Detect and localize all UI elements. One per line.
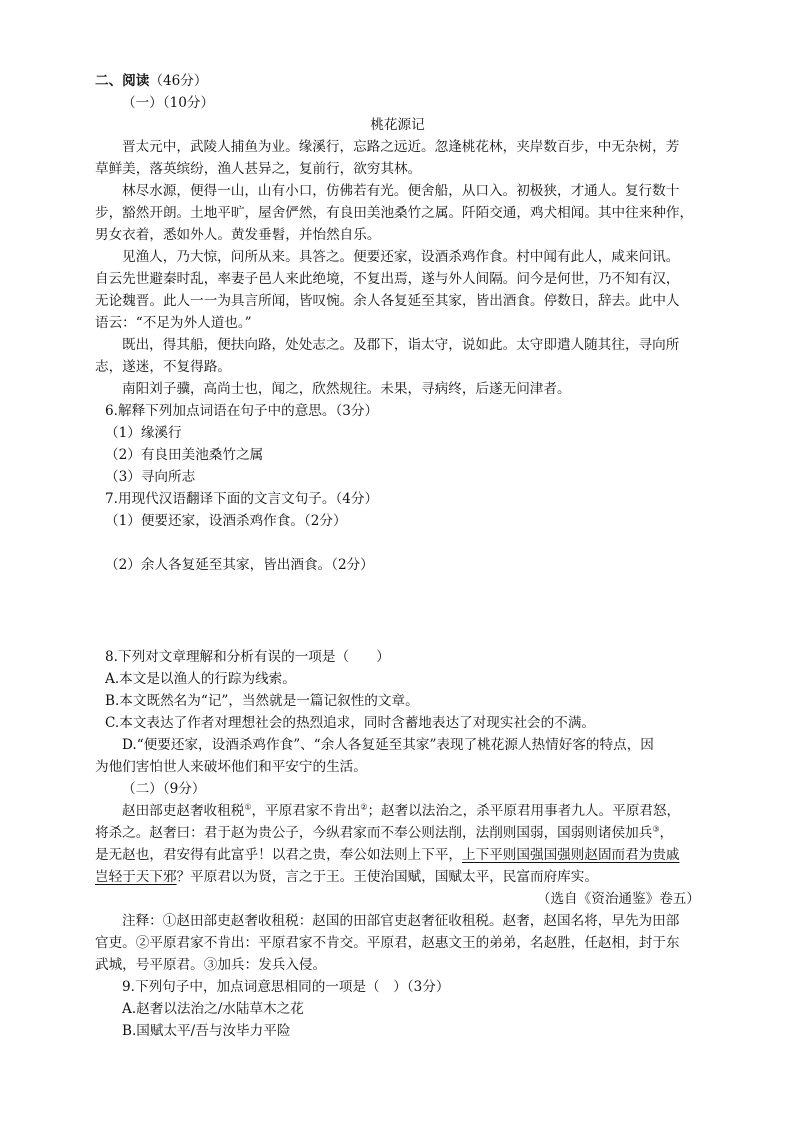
passage2-text: ，平原君家不肯出 (251, 803, 361, 819)
question-8-option-a: A.本文是以渔人的行踪为线索。 (105, 671, 296, 687)
passage2-text: ， (659, 825, 674, 841)
passage-line: 南阳刘子骥，高尚士也，闻之，欣然规往。未果，寻病终，后遂无问津者。 (122, 381, 571, 397)
annotation-line: 武城，号平原君。③加兵：发兵入侵。 (95, 957, 327, 973)
passage-line: 既出，得其船，便扶向路，处处志之。及郡下，诣太守，说如此。太守即遣人随其往，寻向所 (122, 337, 680, 353)
passage-line: 语云：“不足为外人道也。” (95, 315, 252, 331)
passage-line: 晋太元中，武陵人捕鱼为业。缘溪行，忘路之远近。忽逢桃花林，夹岸数百步，中无杂树，芳 (122, 139, 680, 155)
question-8-option-d-cont: 为他们害怕世人来破坏他们和平安宁的生活。 (95, 759, 367, 775)
passage2-text: 将杀之。赵奢曰：君于赵为贵公子，今纵君家而不奉公则法削，法削则国弱，国弱则诸侯加兵 (95, 825, 653, 841)
passage-line: 林尽水源，便得一山，山有小口，仿佛若有光。便舍船，从口入。初极狭，才通人。复行数十 (122, 183, 680, 199)
answer-space (95, 576, 700, 646)
passage2-line (95, 866, 700, 888)
question-9-stem: 9.下列句子中，加点词意思相同的一项是（ ）（3分） (122, 979, 450, 995)
underlined-sentence: 上下平则国强国强则赵固而君为贵戚 (462, 847, 680, 863)
annotation-line: 注释：①赵田部吏赵奢收租税：赵国的田部官吏赵奢征收租税。赵奢，赵国名将，早先为田部 (122, 913, 680, 929)
answer-space (95, 532, 700, 554)
passage2-text: 赵田部吏赵奢收租税 (122, 803, 245, 819)
passage2-source: （选自《资治通鉴》卷五） (536, 891, 700, 907)
question-8-option-c: C.本文表达了作者对理想社会的热烈追求，同时含蓄地表达了对现实社会的不满。 (105, 715, 596, 731)
exam-page (95, 70, 700, 1042)
passage2-text: ；赵奢以法治之，杀平原君用事者九人。平原君怒， (367, 803, 681, 819)
passage2-text: 是无赵也，君安得有此富乎！以君之贵，奉公如法则上下平， (95, 847, 463, 863)
question-6-item: （1）缘溪行 (105, 425, 182, 441)
question-8-stem: 8.下列对文章理解和分析有误的一项是（ ） (105, 649, 390, 665)
footnote-marker: ① (244, 802, 252, 812)
question-8-option-b: B.本文既然名为“记”，当然就是一篇记叙性的文章。 (105, 693, 419, 709)
passage2-text: ？平原君以为贤，言之于王。王使治国赋，国赋太平，民富而府库实。 (176, 869, 598, 885)
annotation-line: 官吏。②平原君家不肯出：平原君家不肯交。平原君，赵惠文王的弟弟，名赵胜，任赵相，封于东 (95, 935, 680, 951)
passage-title: 桃花源记 (370, 117, 425, 133)
question-6-item: （2）有良田美池桑竹之属 (105, 447, 264, 463)
passage-line: 见渔人，乃大惊，问所从来。具答之。便要还家，设酒杀鸡作食。村中闻有此人，咸来问讯。 (122, 249, 680, 265)
passage-line: 无论魏晋。此人一一为具言所闻，皆叹惋。余人各复延至其家，皆出酒食。停数日，辞去。此中人 (95, 293, 680, 309)
passage-line: 步，豁然开朗。土地平旷，屋舍俨然，有良田美池桑竹之属。阡陌交通，鸡犬相闻。其中往来种作， (95, 205, 694, 221)
passage-line: 草鲜美，落英缤纷，渔人甚异之，复前行，欲穷其林。 (95, 161, 422, 177)
section-heading (95, 70, 700, 92)
passage-line: 男女衣着，悉如外人。黄发垂髫，并怡然自乐。 (95, 227, 381, 243)
question-9-option-a: A.赵奢以法治之/水陆草木之花 (122, 1001, 304, 1017)
question-9-option-b: B.国赋太平/吾与汝毕力平险 (122, 1023, 291, 1039)
question-8-option-d: D.“便要还家，设酒杀鸡作食”、“余人各复延至其家”表现了桃花源人热情好客的特点，因 (122, 737, 654, 753)
part2-label: （二）（9分） (122, 781, 206, 797)
footnote-marker: ② (360, 802, 368, 812)
footnote-marker: ③ (652, 824, 660, 834)
passage2-line (95, 800, 700, 822)
passage2-line (95, 822, 700, 844)
underlined-sentence: 岂轻于天下邪 (95, 869, 177, 885)
passage2-line (95, 844, 700, 866)
section-heading-score: （46分） (149, 73, 208, 89)
passage-line: 志，遂迷，不复得路。 (95, 359, 231, 375)
passage-line: 自云先世避秦时乱，率妻子邑人来此绝境，不复出焉，遂与外人间隔。问今是何世，乃不知有汉， (95, 271, 680, 287)
question-6-item: （3）寻向所志 (105, 469, 196, 485)
question-7-item: （1）便要还家，设酒杀鸡作食。（2分） (105, 513, 347, 529)
section-heading-label: 二、阅读 (95, 73, 150, 89)
question-6-stem: 6.解释下列加点词语在句子中的意思。（3分） (105, 403, 379, 419)
question-7-stem: 7.用现代汉语翻译下面的文言文句子。（4分） (105, 491, 379, 507)
part1-label: （一）（10分） (122, 95, 215, 111)
question-7-item: （2）余人各复延至其家，皆出酒食。（2分） (105, 557, 374, 573)
